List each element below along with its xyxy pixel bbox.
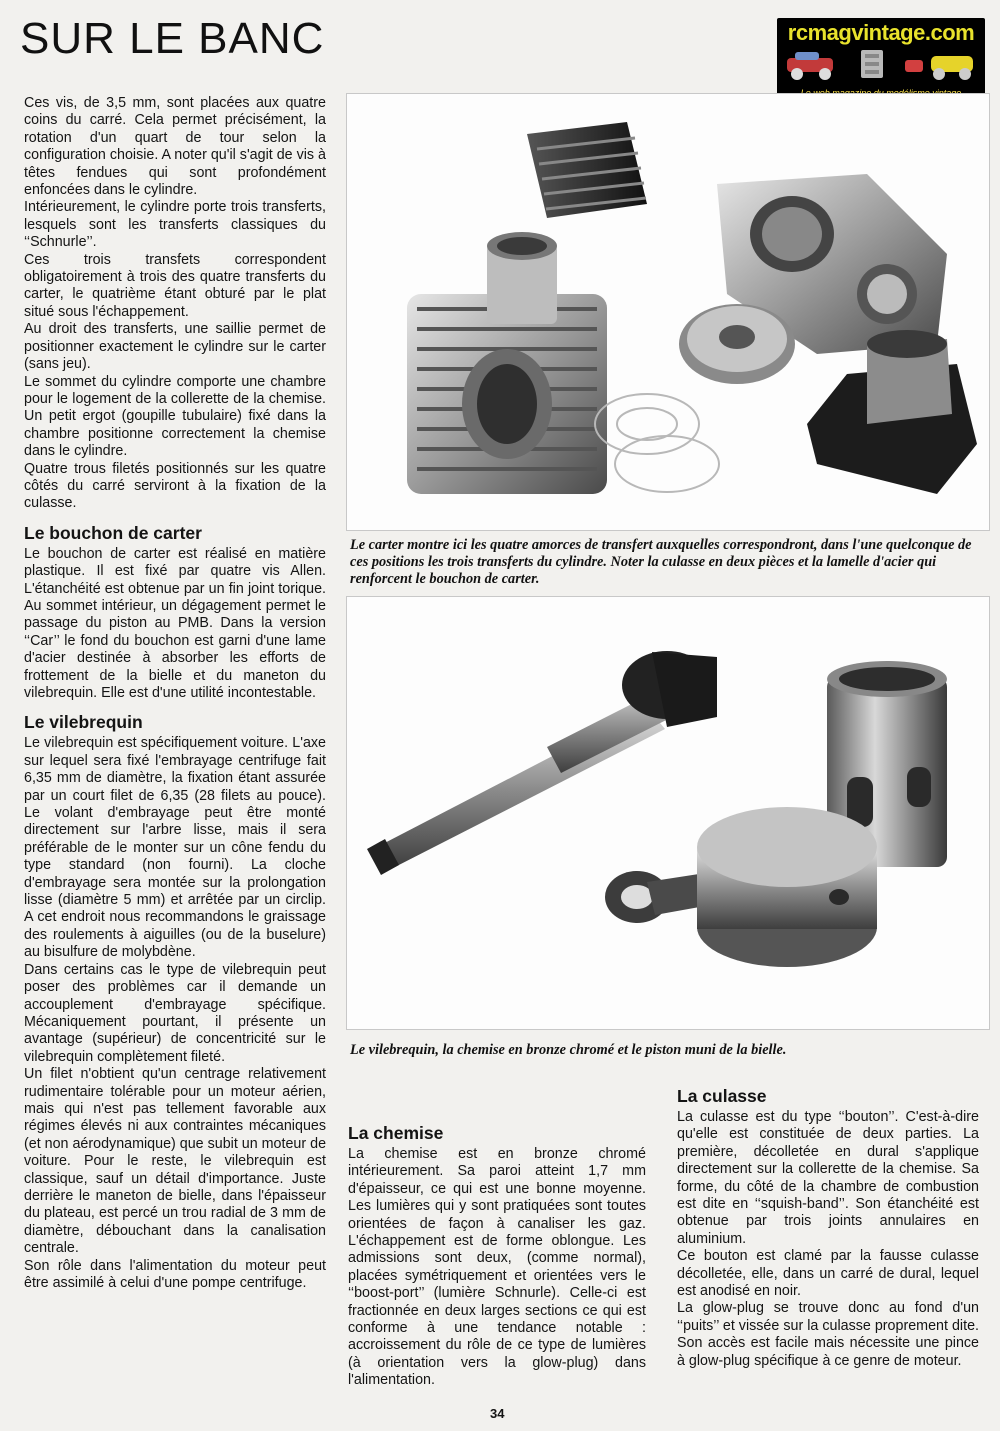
paragraph: Quatre trous filetés positionnés sur les quatre côtés du carré serviront à la fixation de la culasse.	[24, 460, 326, 512]
logo-wordmark: rcmagvintage.com	[787, 20, 975, 45]
paragraph: Intérieurement, le cylindre porte trois transferts, lesquels sont les transferts classiques du ‘‘Schnurle’’.	[24, 199, 326, 251]
paragraph: Le sommet du cylindre comporte une chambre pour le logement de la collerette de la chemise. Un petit ergot (goupille tubulaire) fixé dans la chambre positionne correctement la chemise dans le cylindre.	[24, 373, 326, 460]
paragraph: Son rôle dans l'alimentation du moteur peut être assimilé à celui d'une pompe centrifuge.	[24, 1257, 326, 1291]
site-logo[interactable]	[777, 18, 985, 100]
page-title: SUR LE BANC	[20, 14, 325, 63]
heading-culasse: La culasse	[677, 1086, 767, 1106]
column-culasse	[677, 1076, 979, 1370]
caption-photo-engine-parts: Le carter montre ici les quatre amorces de transfert auxquelles correspondront, dans l'une quelconque de ces positions les trois transferts du cylindre. Noter la culasse en deux pièces et la lamelle d'acier qui renforcent le bouchon de carter.	[350, 537, 972, 587]
paragraph: La culasse est du type ‘‘bouton’’. C'est-à-dire qu'elle est constituée de deux parties. La première, décolletée en dural s'applique directement sur la collerette de la chemise. Sa forme, du côté de la chambre de combustion est dite en ‘‘squish-band’’. Son étanchéité est obtenue par trois joints annulaires en aluminium.	[677, 1109, 979, 1247]
page-number: 34	[490, 1406, 505, 1421]
caption-photo-crankshaft: Le vilebrequin, la chemise en bronze chromé et le piston muni de la bielle.	[350, 1042, 787, 1058]
paragraph: La glow-plug se trouve donc au fond d'un ‘‘puits’’ et vissée sur la culasse proprement dite. Son accès est facile mais nécessite une pince à glow-plug spécifique à ce genre de moteur.	[677, 1300, 979, 1369]
engine-parts-illustration	[347, 94, 989, 530]
paragraph: Au droit des transferts, une saillie permet de positionner exactement le cylindre sur le carter (sans jeu).	[24, 321, 326, 373]
paragraph: La chemise est en bronze chromé intérieurement. Sa paroi atteint 1,7 mm d'épaisseur, ce qui est une bonne moyenne. Les lumières qui y sont pratiquées sont toutes orientées de façon à canaliser les gaz. L'échappement est de forme oblongue. Les admissions sont deux, (comme normal), placées symétriquement et orientées vers le ‘‘boost-port’’ (lumière Schnurle). Celle-ci est fractionnée en deux larges sections ce qui est conforme à une tendance notable : accroissement du rôle de ce type de lumières (à orientation vers la glow-plug) dans l'alimentation.	[348, 1146, 646, 1389]
logo-cars-icon	[785, 48, 977, 82]
photo-crankshaft-liner-piston	[346, 596, 990, 1030]
paragraph: Ces vis, de 3,5 mm, sont placées aux quatre coins du carré. Cela permet précisément, la rotation d'un quart de tour selon la configuration choisie. A noter qu'il s'agit de vis à têtes fendues qui sont profondément enfoncées dans le cylindre.	[24, 95, 326, 199]
paragraph: Dans certains cas le type de vilebrequin peut poser des problèmes car il demande un accouplement d'embrayage spécifique. Mécaniquement pourtant, il présente un avantage (supérieur) de concentricité sur le vilebrequin complètement fileté.	[24, 961, 326, 1065]
photo-engine-parts	[346, 93, 990, 531]
column-chemise	[348, 1113, 646, 1390]
heading-chemise: La chemise	[348, 1123, 444, 1143]
heading-vilebrequin: Le vilebrequin	[24, 712, 143, 733]
crankshaft-illustration	[347, 597, 989, 1029]
paragraph: Ce bouton est clamé par la fausse culasse décolletée, elle, dans un carré de dural, lequel est anodisé en noir.	[677, 1248, 979, 1300]
paragraph: Un filet n'obtient qu'un centrage relativement rudimentaire tolérable pour un moteur aérien, mais qui n'est pas tellement favorable aux régimes élevés ni aux contraintes mécaniques (et non aérodynamique) que subit un moteur de voiture. Pour le reste, le vilebrequin est classique, sauf un détail d'importance. Juste derrière le maneton de bielle, dans l'épaisseur du plateau, est percé un trou radial de 3 mm de diamètre, débouchant dans la canalisation centrale.	[24, 1066, 327, 1257]
heading-bouchon-de-carter: Le bouchon de carter	[24, 522, 202, 543]
paragraph: Le vilebrequin est spécifiquement voiture. L'axe sur lequel sera fixé l'embrayage centrifuge fait 6,35 mm de diamètre, la fixation étant assurée par un court filet de 6,35 (28 filets au pouce). Le volant d'embrayage peut être monté directement sur l'arbre lisse, mais il sera préférable de le monter sur un cône fendu du type standard (non fourni). La cloche d'embrayage sera montée sur la prolongation lisse (diamètre 5 mm) et arrêtée par un circlip. A cet endroit nous recommandons le graissage des roulements à aiguilles (ou de la buselure) au bisulfure de molybdène.	[24, 735, 326, 961]
paragraph: Le bouchon de carter est réalisé en matière plastique. Il est fixé par quatre vis Allen. L'étanchéité est obtenue par un fin joint torique. Au sommet intérieur, un dégagement permet le passage du piston au PMB. Dans la version ‘‘Car’’ le fond du bouchon est garni d'une lame d'acier destinée à absorber les efforts de frottement de la bielle et du maneton du vilebrequin. Elle est d'une utilité incontestable.	[24, 545, 326, 701]
paragraph: Ces trois transfets correspondent obligatoirement à trois des quatre transferts du carter, le quatrième étant obturé par le plat situé sous l'échappement.	[24, 251, 326, 320]
left-column	[24, 95, 326, 1292]
